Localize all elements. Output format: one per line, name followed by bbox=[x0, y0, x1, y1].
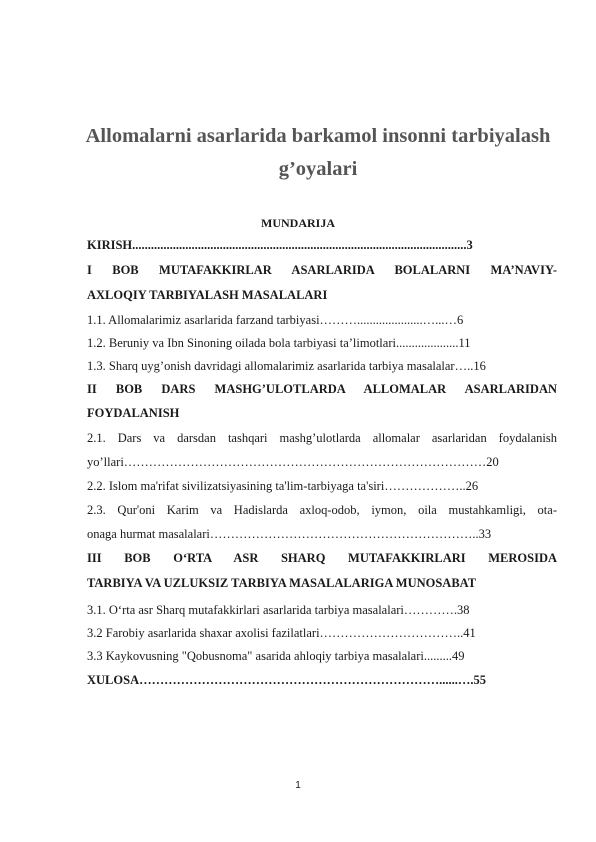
title-line-1: Allomalarni asarlarida barkamol insonni tarbiyalash bbox=[85, 125, 551, 147]
toc-chapter-1-line-1: I BOB MUTAFAKKIRLAR ASARLARIDA BOLALARNI MA’NAVIY- bbox=[87, 263, 557, 277]
toc-entry-1-2: 1.2. Beruniy va Ibn Sinoning oilada bola tarbiyasi ta’limotlari....................11 bbox=[87, 336, 471, 350]
toc-entry-3-1: 3.1. O‘rta asr Sharq mutafakkirlari asarlarida tarbiya masalalari………….38 bbox=[87, 603, 470, 617]
toc-entry-2-1-line-1: 2.1. Dars va darsdan tashqari mashg’ulotlarda allomalar asarlaridan foydalanish bbox=[87, 431, 557, 445]
toc-entry-1-3: 1.3. Sharq uyg’onish davridagi allomalarimiz asarlarida tarbiya masalalar…..16 bbox=[87, 359, 486, 373]
toc-chapter-3-line-1: III BOB O‘RTA ASR SHARQ MUTAFAKKIRLARI MEROSIDA bbox=[87, 551, 557, 565]
toc-entry-2-1-line-2: yo’llari……………………………………………………………………………20 bbox=[87, 455, 499, 469]
toc-chapter-3-line-2: TARBIYA VA UZLUKSIZ TARBIYA MASALALARIGA MUNOSABAT bbox=[87, 576, 477, 590]
document-title bbox=[80, 120, 556, 186]
toc-entry-2-3-line-2: onaga hurmat masalalari………………………………………………………..33 bbox=[87, 527, 492, 541]
toc-entry-2-3-line-1: 2.3. Qur'oni Karim va Hadislarda axloq-odob, iymon, oila mustahkamligi, ota- bbox=[87, 503, 557, 517]
toc-heading: MUNDARIJA bbox=[261, 216, 335, 230]
title-line-2: g’oyalari bbox=[278, 158, 358, 180]
toc-entry-intro: KIRISH...........................................................................................................3 bbox=[87, 238, 473, 252]
toc-chapter-2-line-1: II BOB DARS MASHG’ULOTLARDA ALLOMALAR ASARLARIDAN bbox=[87, 382, 557, 396]
toc-chapter-1-line-2: AXLOQIY TARBIYALASH MASALALARI bbox=[87, 288, 328, 302]
page-number: 1 bbox=[295, 780, 301, 791]
toc-entry-3-2: 3.2 Farobiy asarlarida shaxar axolisi fazilatlari……………………………..41 bbox=[87, 626, 476, 640]
toc-entry-2-2: 2.2. Islom ma'rifat sivilizatsiyasining ta'lim-tarbiyaga ta'siri………………..26 bbox=[87, 479, 479, 493]
toc-entry-1-1: 1.1. Allomalarimiz asarlarida farzand tarbiyasi……….....................…...…6 bbox=[87, 313, 464, 327]
toc-entry-3-3: 3.3 Kaykovusning "Qobusnoma" asarida ahloqiy tarbiya masalalari.........49 bbox=[87, 649, 465, 663]
toc-entry-conclusion: XULOSA………………………………………………………………......….55 bbox=[87, 673, 486, 687]
toc-chapter-2-line-2: FOYDALANISH bbox=[87, 406, 180, 420]
